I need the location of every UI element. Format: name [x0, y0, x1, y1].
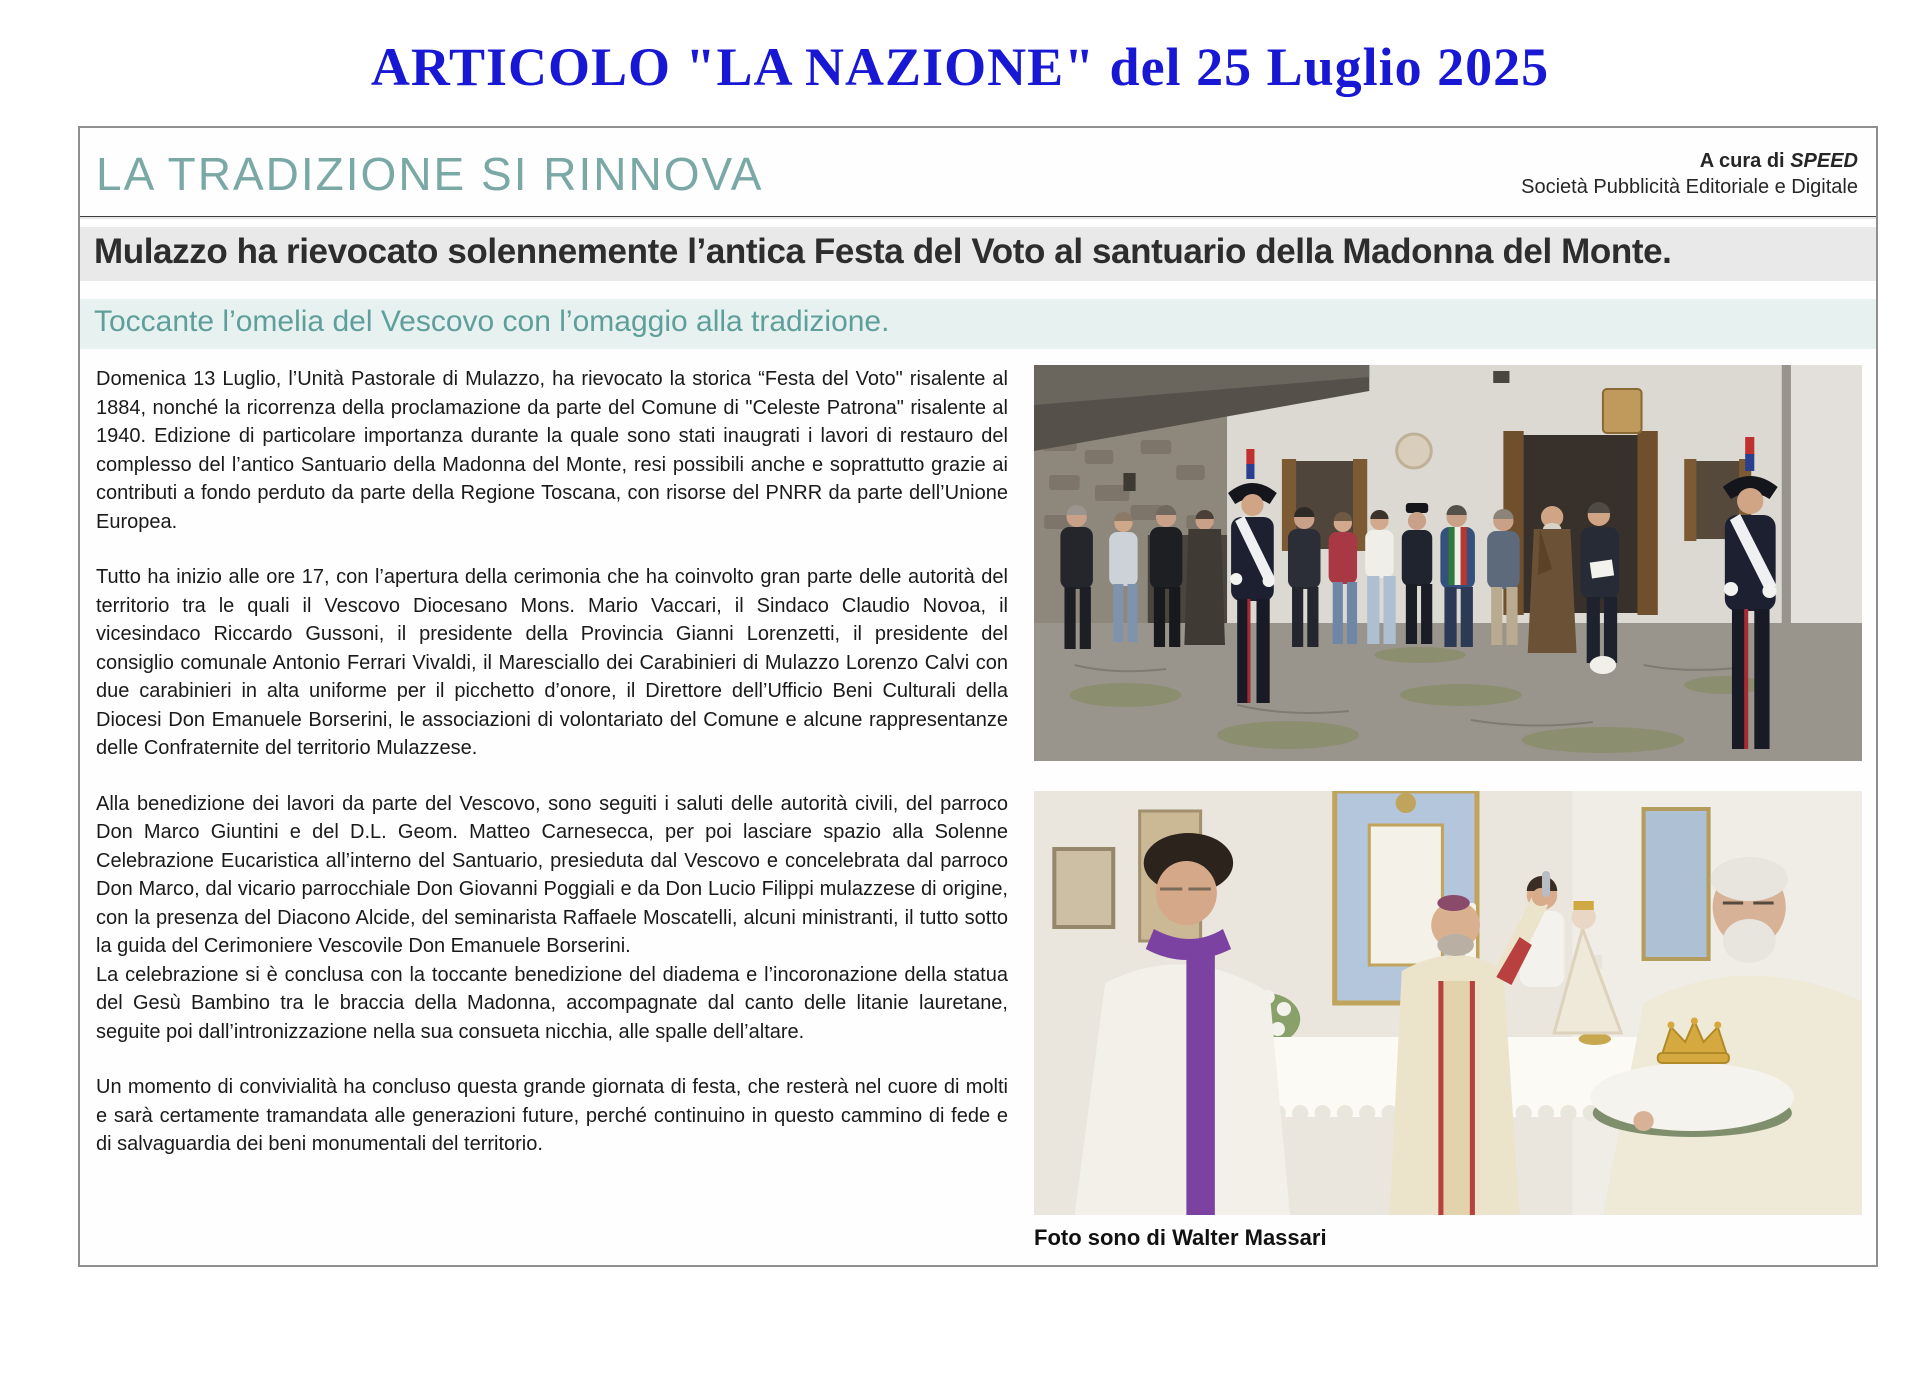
publisher-block — [1521, 148, 1858, 200]
article-headline: Mulazzo ha rievocato solennemente l’antica Festa del Voto al santuario della Madonna del Monte. — [80, 227, 1876, 281]
page-title: ARTICOLO "LA NAZIONE" del 25 Luglio 2025 — [370, 37, 1550, 97]
publisher-brand: SPEED — [1790, 150, 1858, 172]
article-subhead: Toccante l’omelia del Vescovo con l’omaggio alla tradizione. — [80, 299, 1876, 349]
article-content — [80, 349, 1876, 1265]
article-body — [96, 365, 1008, 1251]
paragraph: La celebrazione si è conclusa con la toccante benedizione del diadema e l’incoronazione della statua del Gesù Bambino tra le braccia della Madonna, accompagnate dal canto delle litanie lauretane, seguite poi dall’intronizzazione nella sua consueta nicchia, alle spalle dell’altare. — [96, 963, 1008, 1043]
article-header — [80, 128, 1876, 216]
article-masthead: LA TRADIZIONE SI RINNOVA — [96, 148, 764, 200]
curated-by — [1521, 148, 1858, 174]
paragraph: Alla benedizione dei lavori da parte del Vescovo, sono seguiti i saluti delle autorità civili, del parroco Don Marco Giuntini e del D.L. Geom. Matteo Carnesecca, per poi lasciare spazio alla Solenne Celebrazione Eucaristica all’interno del Santuario, presieduta dal Vescovo e concelebrata dal parroco Don Marco, dal vicario parrocchiale Don Giovanni Poggiali e da Don Lucio Filippi mulazzese di origine, con la presenza del Diacono Alcide, del seminarista Raffaele Moscatelli, alcuni ministranti, il tutto sotto la guida del Cerimoniere Vescovile Don Emanuele Borserini. — [96, 792, 1008, 957]
photo-credit: Foto sono di Walter Massari — [1034, 1225, 1327, 1250]
curated-prefix: A cura di — [1699, 150, 1785, 172]
photo-ceremony-courtyard — [1034, 365, 1862, 761]
header-divider — [80, 216, 1876, 219]
article-box — [78, 126, 1878, 1267]
paragraph: Tutto ha inizio alle ore 17, con l’apertura della cerimonia che ha coinvolto gran parte delle autorità del territorio tra le quali il Vescovo Diocesano Mons. Mario Vaccari, il Sindaco Claudio Novoa, il vicesindaco Riccardo Gussoni, il presidente della Provincia Gianni Lorenzetti, il presidente del consiglio comunale Antonio Ferrari Vivaldi, il Maresciallo dei Carabinieri di Mulazzo Lorenzo Calvi con due carabinieri in alta uniforme per il picchetto d’onore, il Direttore dell’Ufficio Beni Culturali della Diocesi Don Emanuele Borserini, le associazioni di volontariato del Comune e alcune rappresentanze delle Confraternite del territorio Mulazzese. — [96, 566, 1008, 759]
publisher-name: Società Pubblicità Editoriale e Digitale — [1521, 176, 1858, 198]
paragraph: Domenica 13 Luglio, l’Unità Pastorale di Mulazzo, ha rievocato la storica “Festa del Voto" risalente al 1884, nonché la ricorrenza della proclamazione da parte del Comune di "Celeste Patrona" risalente al 1940. Edizione di particolare importanza durante la quale sono stati inaugrati i lavori di restauro del complesso del l’antico Santuario della Madonna del Monte, resi possibili anche e soprattutto grazie ai contributi a fondo perduto da parte della Regione Toscana, con risorse del PNRR da parte dell’Unione Europea. — [96, 368, 1008, 533]
photo-mass-celebration — [1034, 791, 1862, 1215]
photo-column — [1034, 365, 1862, 1251]
paragraph: Un momento di convivialità ha concluso questa grande giornata di festa, che resterà nel cuore di molti e sarà certamente tramandata alle generazioni future, perché continuino in questo cammino di fede e di salvaguardia dei beni monumentali del territorio. — [96, 1076, 1008, 1155]
